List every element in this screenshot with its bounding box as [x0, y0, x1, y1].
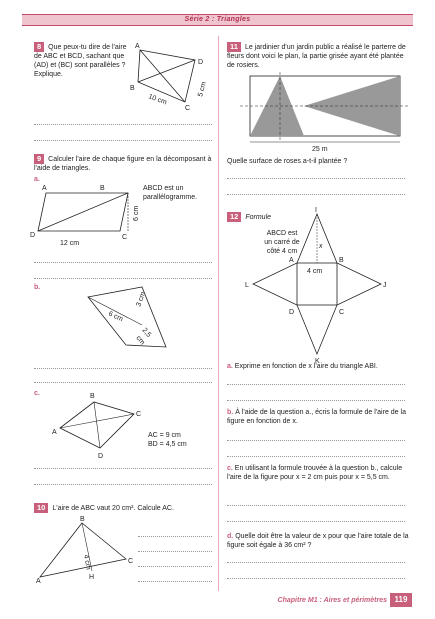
answer-line[interactable]: [138, 566, 212, 567]
ex12-A: A: [289, 257, 294, 264]
answer-line[interactable]: [34, 468, 212, 469]
ex8-label-B: B: [130, 85, 135, 92]
ex8-label-C: C: [185, 105, 191, 112]
ex9c-C: C: [136, 411, 142, 418]
answer-line[interactable]: [227, 456, 405, 457]
ex8-label-D: D: [198, 59, 204, 66]
ex12-note: ABCD est un carré de côté 4 cm: [264, 230, 300, 255]
answer-line[interactable]: [227, 440, 405, 441]
ex11-question: Quelle surface de roses a-t-il plantée ?: [227, 158, 348, 165]
ex9a-base: 12 cm: [60, 240, 80, 247]
ex9b-label: b.: [34, 284, 41, 291]
answer-line[interactable]: [138, 536, 212, 537]
ex10-A: A: [36, 578, 41, 585]
ex9c-values: AC = 9 cm BD = 4,5 cm: [148, 432, 187, 448]
ex9a-A: A: [42, 185, 47, 192]
ex9a-label: a.: [34, 176, 40, 183]
ex9b-quadrilateral: [80, 285, 190, 355]
ex9c-label: c.: [34, 390, 40, 397]
answer-line[interactable]: [227, 562, 405, 563]
ex12-question-d: d. Quelle doit être la valeur de x pour que l'aire totale de la figure soit égale à 36 cm² ?: [227, 533, 409, 549]
ex12-J: J: [383, 282, 387, 289]
ex8-label-A: A: [135, 43, 140, 50]
ex9a-C: C: [122, 234, 128, 241]
answer-line[interactable]: [34, 140, 212, 141]
ex12-question-b: b. À l'aide de la question a., écris la formule de l'aire de la figure en fonction de x.: [227, 409, 406, 425]
ex12-question-a: a. Exprime en fonction de x l'aire du triangle ABI.: [227, 363, 378, 370]
ex12-heading: 12 Formule: [227, 212, 271, 222]
ex12-star-figure: [245, 207, 387, 365]
page-number: 119: [390, 593, 412, 607]
ex10-B: B: [80, 516, 85, 523]
answer-line[interactable]: [34, 368, 212, 369]
answer-line[interactable]: [227, 178, 405, 179]
answer-line[interactable]: [227, 194, 405, 195]
ex10-statement: 10 L'aire de ABC vaut 20 cm². Calcule AC.: [34, 503, 214, 513]
ex9a-parallelogram: [30, 183, 140, 247]
ex8-figure: [130, 42, 215, 112]
ex9c-B: B: [90, 393, 95, 400]
series-header: Série 2 : Triangles: [22, 14, 413, 26]
ex11-number: 11: [227, 42, 241, 52]
ex9-number: 9: [34, 154, 44, 164]
ex8-measure-10: 10 cm: [147, 93, 168, 107]
ex12-C: C: [339, 309, 345, 316]
ex9b-m4: cm: [134, 334, 146, 347]
answer-line[interactable]: [138, 551, 212, 552]
answer-line[interactable]: [34, 124, 212, 125]
ex9a-B: B: [100, 185, 105, 192]
answer-line[interactable]: [34, 262, 212, 263]
ex10-H: H: [89, 574, 95, 581]
ex9a-note: ABCD est un parallélogramme.: [143, 185, 198, 201]
answer-line[interactable]: [227, 400, 405, 401]
ex9c-A: A: [52, 429, 57, 436]
answer-line[interactable]: [34, 278, 212, 279]
ex11-dimension: 25 m: [312, 146, 328, 153]
ex9b-m2: 3 cm: [135, 291, 148, 308]
answer-line[interactable]: [34, 484, 212, 485]
answer-line[interactable]: [227, 521, 405, 522]
answer-line[interactable]: [34, 382, 212, 383]
answer-line[interactable]: [138, 581, 212, 582]
ex9a-D: D: [30, 232, 36, 239]
ex12-side: 4 cm: [307, 268, 323, 275]
ex12-B: B: [339, 257, 344, 264]
ex9c-D: D: [98, 453, 104, 460]
ex8-statement: 8 Que peux-tu dire de l'aire de ABC et BCD, sachant que (AD) et (BC) sont parallèles ? Explique.: [34, 42, 127, 78]
ex9c-rhombus: [52, 392, 152, 462]
ex11-garden-plan: [240, 72, 410, 152]
ex12-D: D: [289, 309, 295, 316]
answer-line[interactable]: [227, 505, 405, 506]
ex9b-m3: 2,5: [140, 326, 153, 339]
ex9b-m1: 6 cm: [107, 310, 124, 324]
ex10-height: 4 cm: [82, 554, 92, 571]
ex12-number: 12: [227, 212, 241, 222]
ex12-L: L: [245, 282, 249, 289]
answer-line[interactable]: [227, 384, 405, 385]
ex12-I: I: [315, 207, 317, 214]
column-divider: [218, 36, 219, 591]
answer-line[interactable]: [227, 578, 405, 579]
chapter-footer: Chapitre M1 : Aires et périmètres: [277, 597, 387, 604]
ex8-number: 8: [34, 42, 44, 52]
ex10-number: 10: [34, 503, 48, 513]
ex9-statement: 9 Calculer l'aire de chaque figure en la décomposant à l'aide de triangles.: [34, 154, 212, 172]
ex10-C: C: [128, 558, 134, 565]
ex12-x: x: [319, 243, 323, 250]
ex8-measure-5: 5 cm: [197, 81, 208, 98]
ex12-question-c: c. En utilisant la formule trouvée à la question b., calcule l'aire de la figure pour x = 2 cm puis pour x = 5,5 cm.: [227, 465, 403, 481]
ex12-K: K: [315, 358, 320, 365]
ex9a-height: 6 cm: [133, 205, 140, 221]
ex10-triangle: [34, 515, 134, 585]
ex11-statement: 11 Le jardinier d'un jardin public a réalisé le parterre de fleurs dont voici le plan, la partie grisée ayant été plantée de rosiers.: [227, 42, 406, 69]
